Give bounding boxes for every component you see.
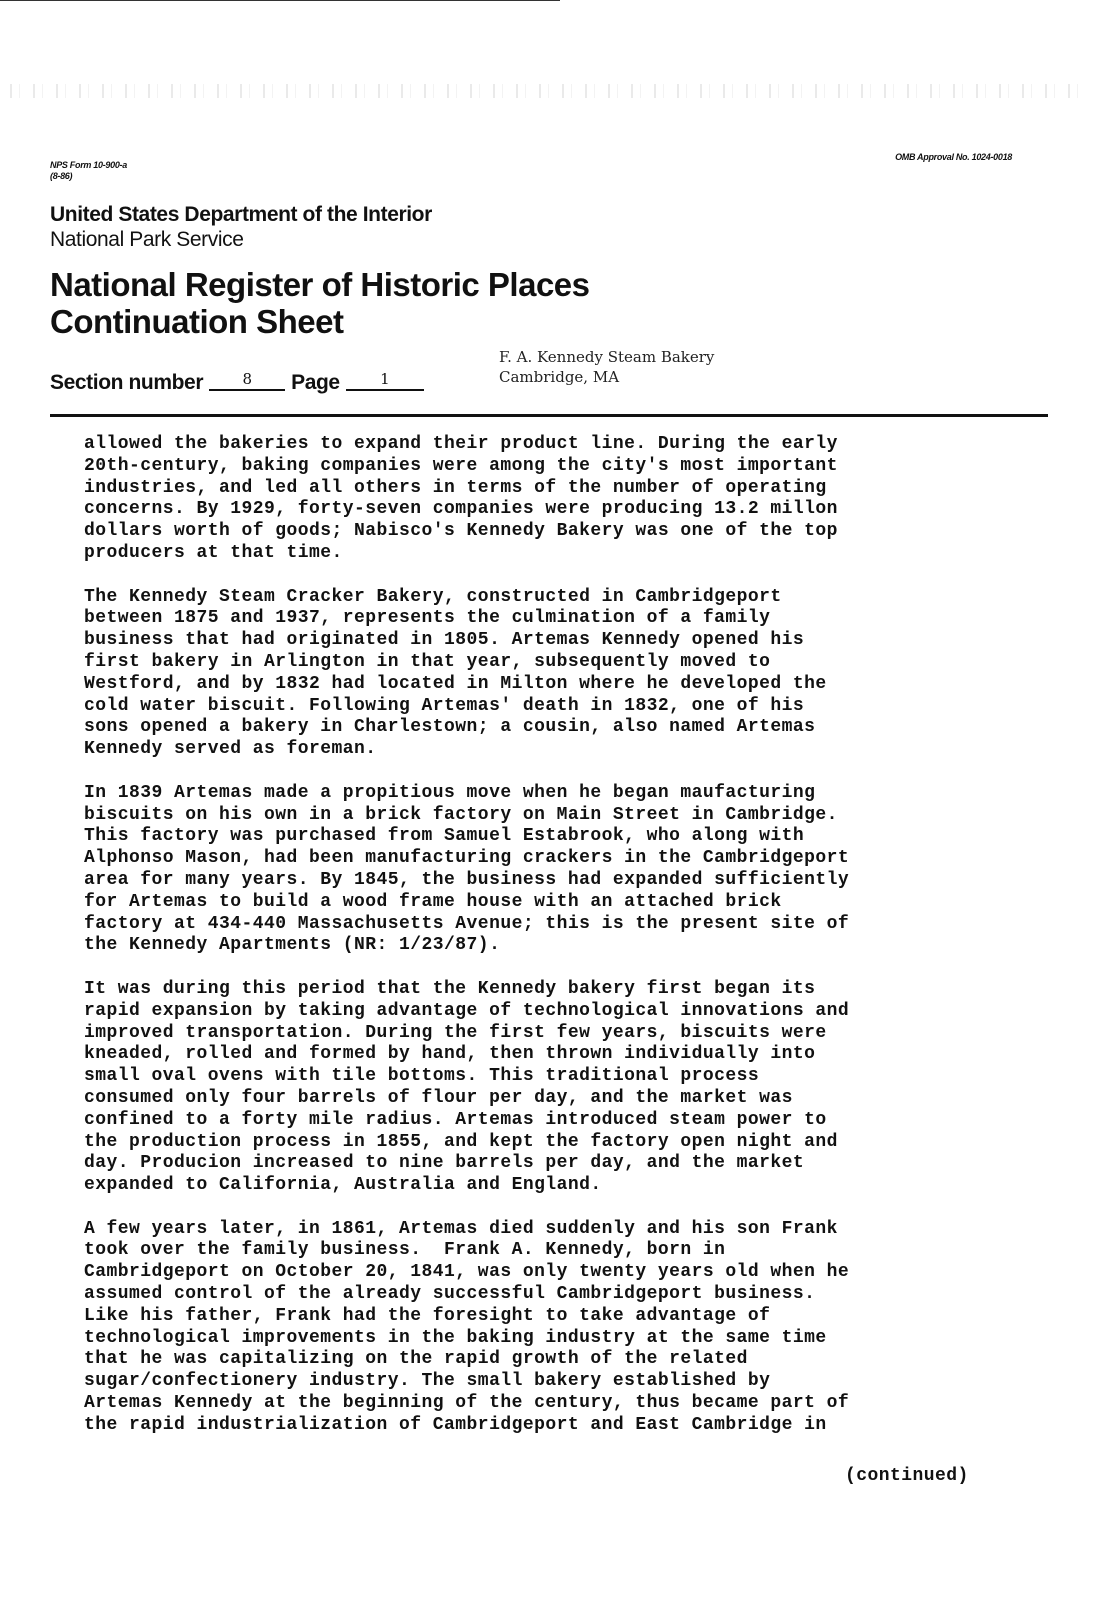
text-line: sons opened a bakery in Charlestown; a cousin, also named Artemas: [84, 717, 816, 738]
title-line-1: National Register of Historic Places: [50, 266, 590, 303]
text-line: consumed only four barrels of flour per day, and the market was: [84, 1087, 793, 1108]
body-text: [84, 434, 1084, 1458]
department-block: [50, 202, 432, 252]
form-number: NPS Form 10-900-a: [50, 160, 127, 170]
text-line: Alphonso Mason, had been manufacturing crackers in the Cambridgeport: [84, 848, 850, 869]
text-line: rapid expansion by taking advantage of technological innovations and: [84, 1000, 850, 1021]
paragraph: [84, 587, 1084, 761]
text-line: dollars worth of goods; Nabisco's Kennedy Bakery was one of the top: [84, 521, 838, 542]
text-line: assumed control of the already successful Cambridgeport business.: [84, 1284, 816, 1305]
agency-name: National Park Service: [50, 228, 244, 251]
text-line: It was during this period that the Kennedy bakery first began its: [84, 978, 816, 999]
text-line: technological improvements in the baking industry at the same time: [84, 1327, 827, 1348]
text-line: The Kennedy Steam Cracker Bakery, constructed in Cambridgeport: [84, 586, 782, 607]
text-line: improved transportation. During the first few years, biscuits were: [84, 1022, 827, 1043]
form-id: [50, 160, 127, 182]
text-line: day. Producion increased to nine barrels per day, and the market: [84, 1153, 805, 1174]
text-line: business that had originated in 1805. Artemas Kennedy opened his: [84, 630, 805, 651]
text-line: producers at that time.: [84, 542, 343, 563]
text-line: Artemas Kennedy at the beginning of the century, thus became part of: [84, 1393, 850, 1414]
document-title: [50, 266, 590, 340]
text-line: for Artemas to build a wood frame house with an attached brick: [84, 891, 782, 912]
header-rule: [50, 414, 1048, 417]
department-name: United States Department of the Interior: [50, 203, 432, 226]
paragraph: [84, 434, 1084, 565]
text-line: small oval ovens with tile bottoms. This traditional process: [84, 1066, 760, 1087]
text-line: biscuits on his own in a brick factory on Main Street in Cambridge.: [84, 804, 838, 825]
text-line: that he was capitalizing on the rapid growth of the related: [84, 1349, 748, 1370]
text-line: Cambridgeport on October 20, 1841, was only twenty years old when he: [84, 1262, 850, 1283]
text-line: sugar/confectionery industry. The small bakery established by: [84, 1371, 771, 1392]
text-line: cold water biscuit. Following Artemas' death in 1832, one of his: [84, 695, 805, 716]
title-line-2: Continuation Sheet: [50, 303, 344, 340]
text-line: took over the family business. Frank A. Kennedy, born in: [84, 1240, 726, 1261]
section-label: Section number: [50, 371, 204, 394]
paragraph: [84, 783, 1084, 957]
text-line: confined to a forty mile radius. Artemas introduced steam power to: [84, 1109, 827, 1130]
text-line: This factory was purchased from Samuel Estabrook, who along with: [84, 826, 805, 847]
section-number-field: 8: [209, 370, 285, 391]
section-page-row: [50, 370, 430, 395]
text-line: expanded to California, Australia and England.: [84, 1175, 602, 1196]
text-line: Like his father, Frank had the foresight to take advantage of: [84, 1305, 771, 1326]
property-location: Cambridge, MA: [499, 368, 620, 386]
scan-top-edge: [0, 0, 560, 1]
text-line: first bakery in Arlington in that year, subsequently moved to: [84, 651, 771, 672]
text-line: concerns. By 1929, forty-seven companies were producing 13.2 millon: [84, 499, 838, 520]
text-line: between 1875 and 1937, represents the culmination of a family: [84, 608, 771, 629]
omb-approval: OMB Approval No. 1024-0018: [895, 152, 1012, 162]
text-line: kneaded, rolled and formed by hand, then thrown individually into: [84, 1044, 816, 1065]
text-line: allowed the bakeries to expand their product line. During the early: [84, 434, 838, 454]
text-line: the Kennedy Apartments (NR: 1/23/87).: [84, 935, 501, 956]
text-line: the rapid industrialization of Cambridgeport and East Cambridge in: [84, 1414, 827, 1435]
property-block: [499, 347, 714, 387]
text-line: 20th-century, baking companies were among the city's most important: [84, 455, 838, 476]
page-label: Page: [291, 371, 340, 394]
text-line: industries, and led all others in terms of the number of operating: [84, 477, 827, 498]
page-number-field: 1: [346, 370, 424, 391]
paragraph: [84, 979, 1084, 1197]
continued-note: (continued): [845, 1466, 969, 1486]
text-line: A few years later, in 1861, Artemas died suddenly and his son Frank: [84, 1218, 838, 1239]
form-revision: (8-86): [50, 171, 73, 181]
paragraph: [84, 1219, 1084, 1437]
text-line: factory at 434-440 Massachusetts Avenue; this is the present site of: [84, 913, 850, 934]
text-line: Westford, and by 1832 had located in Milton where he developed the: [84, 673, 827, 694]
property-name: F. A. Kennedy Steam Bakery: [499, 348, 715, 366]
scan-noise-band: [10, 84, 1090, 98]
text-line: area for many years. By 1845, the business had expanded sufficiently: [84, 869, 850, 890]
text-line: the production process in 1855, and kept the factory open night and: [84, 1131, 838, 1152]
text-line: In 1839 Artemas made a propitious move when he began maufacturing: [84, 782, 816, 803]
text-line: Kennedy served as foreman.: [84, 739, 377, 760]
